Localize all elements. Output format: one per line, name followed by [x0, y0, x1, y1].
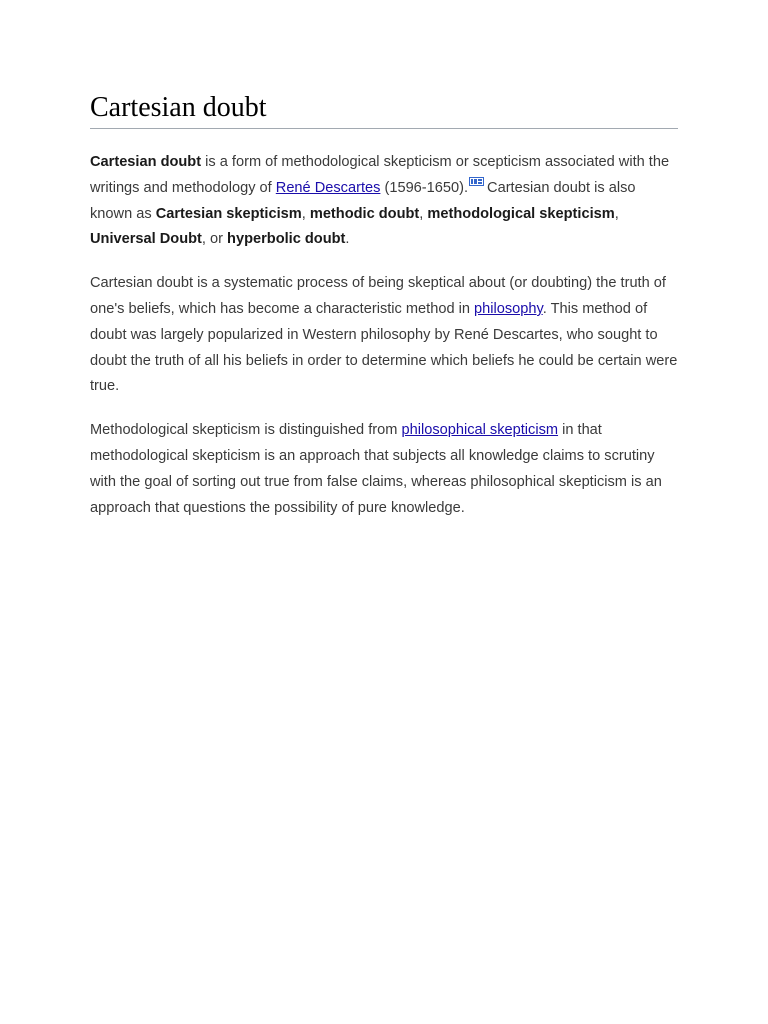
- paragraph-distinction: [90, 418, 678, 521]
- distinction-text-2: in that methodological skepticism is an approach that subjects all knowledge claims to scrutiny with the goal of sorting out true from false claims, whereas philosophical skepticism is an approach that questions the possibility of pure knowledge.: [90, 422, 662, 516]
- intro-text-3: Cartesian doubt is also known as: [90, 179, 636, 222]
- alias-universal-doubt: Universal Doubt: [90, 231, 202, 248]
- intro-text-1: is a form of methodological skepticism or scepticism associated with the writings and methodology of: [90, 154, 670, 196]
- alias-methodological-skepticism: methodological skepticism: [427, 205, 615, 222]
- info-reference-icon[interactable]: [469, 177, 484, 186]
- distinction-text-1: Methodological skepticism is distinguished from: [90, 422, 402, 439]
- intro-end: .: [345, 231, 350, 248]
- method-text-1: Cartesian doubt is a systematic process of being skeptical about (or doubting) the truth of one's beliefs, which has become a characteristic method in: [90, 275, 666, 317]
- alias-separator: ,: [614, 205, 619, 222]
- article: [90, 90, 678, 521]
- alias-separator: , or: [201, 231, 228, 248]
- paragraph-intro: [90, 150, 678, 253]
- link-philosophical-skepticism[interactable]: philosophical skepticism: [401, 422, 559, 439]
- alias-separator: ,: [301, 205, 310, 222]
- link-rene-descartes[interactable]: René Descartes: [275, 179, 381, 196]
- alias-hyperbolic-doubt: hyperbolic doubt: [227, 231, 346, 248]
- intro-text-2: (1596-1650).: [380, 179, 469, 196]
- link-philosophy[interactable]: philosophy: [474, 300, 543, 317]
- alias-separator: ,: [419, 205, 428, 222]
- method-text-2: . This method of doubt was largely popularized in Western philosophy by René Descartes, who sought to doubt the truth of all his beliefs in order to determine which beliefs he could be certain were true.: [90, 300, 678, 395]
- term-cartesian-doubt: Cartesian doubt: [90, 154, 202, 170]
- alias-cartesian-skepticism: Cartesian skepticism: [155, 205, 302, 222]
- alias-methodic-doubt: methodic doubt: [309, 205, 420, 222]
- paragraph-method: [90, 271, 678, 400]
- page-title: Cartesian doubt: [90, 90, 678, 129]
